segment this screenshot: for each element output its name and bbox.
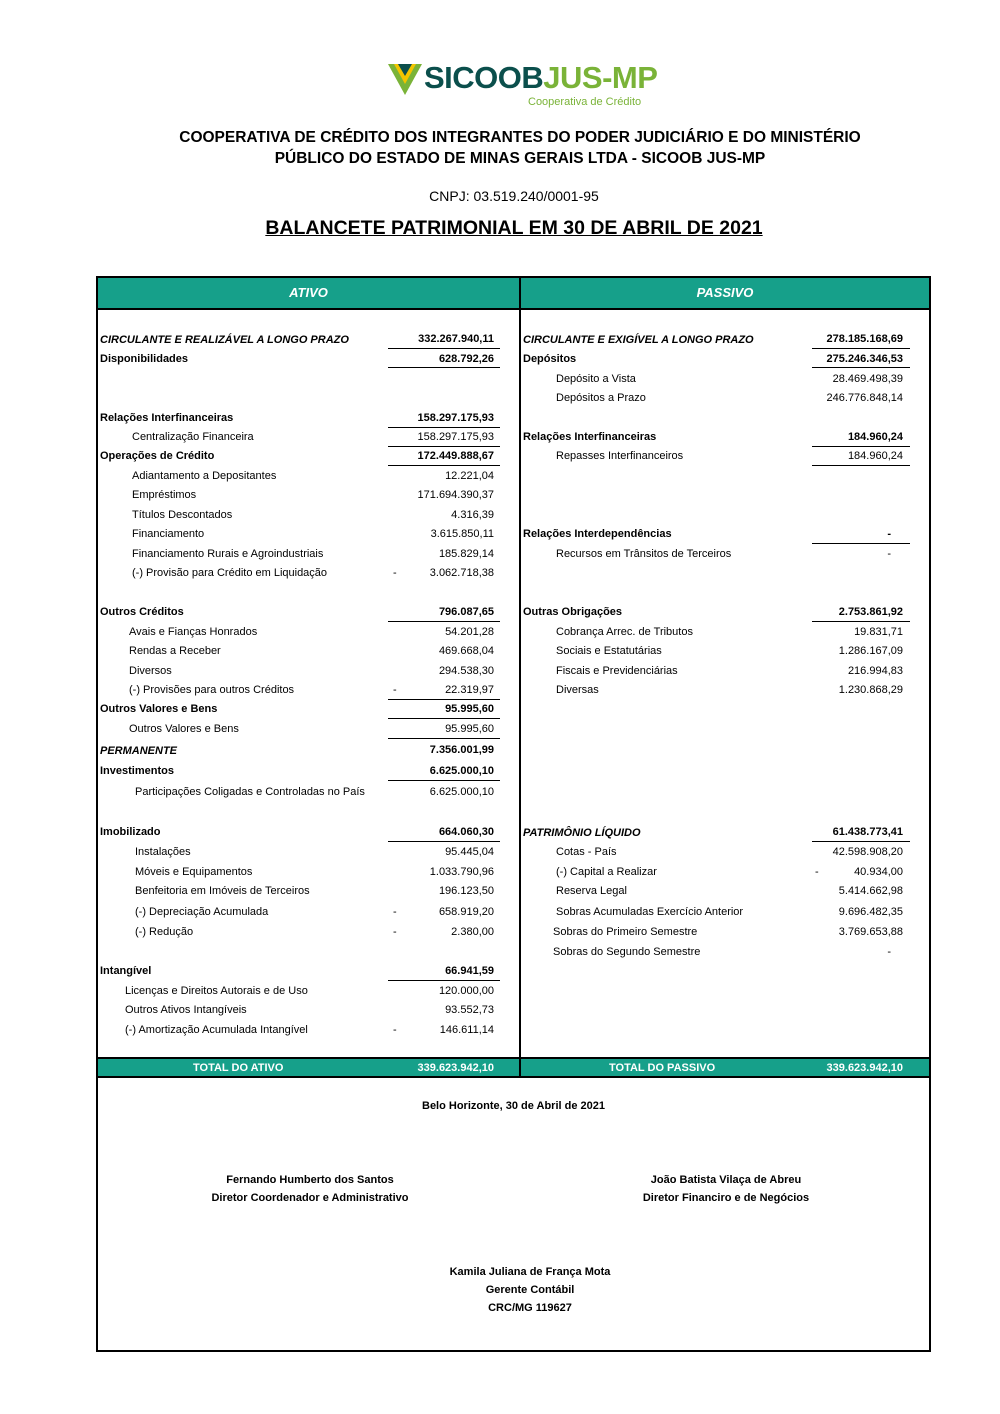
emprestimos-label: Empréstimos — [132, 489, 197, 501]
participacoes-value: 6.625.000,10 — [429, 786, 494, 798]
disponibilidades-label: Disponibilidades — [100, 353, 189, 365]
rendas-receber-label: Rendas a Receber — [129, 645, 221, 657]
underline — [812, 446, 910, 447]
depreciacao-label: (-) Depreciação Acumulada — [135, 906, 269, 918]
capital-realizar-label: (-) Capital a Realizar — [556, 866, 657, 878]
financiamento-label: Financiamento — [132, 528, 205, 540]
investimentos-value: 6.625.000,10 — [429, 765, 494, 777]
moveis-value: 1.033.790,96 — [429, 866, 494, 878]
fiscais-value: 216.994,83 — [847, 665, 903, 677]
intangivel-value: 66.941,59 — [445, 965, 494, 977]
relacoes-interdependencias-value: - — [887, 528, 891, 540]
signatory-1-role: Diretor Coordenador e Administrativo — [211, 1192, 409, 1204]
outros-valores-bens-item-label: Outros Valores e Bens — [129, 723, 239, 735]
underline — [812, 367, 910, 368]
intangivel-label: Intangível — [100, 965, 152, 977]
underline — [388, 621, 500, 622]
sociais-label: Sociais e Estatutárias — [556, 645, 662, 657]
adiantamento-label: Adiantamento a Depositantes — [132, 470, 277, 482]
investimentos-label: Investimentos — [100, 765, 174, 777]
sobras-anterior-value: 9.696.482,35 — [838, 906, 903, 918]
sobras-anterior-label: Sobras Acumuladas Exercício Anterior — [556, 906, 744, 918]
relacoes-interfinanceiras-label: Relações Interfinanceiras — [100, 412, 234, 424]
emprestimos-value: 171.694.390,37 — [417, 489, 494, 501]
amortizacao-label: (-) Amortização Acumulada Intangível — [125, 1024, 308, 1036]
fiscais-label: Fiscais e Previdenciárias — [556, 665, 678, 677]
report-title: BALANCETE PATRIMONIAL EM 30 DE ABRIL DE 2021 — [265, 217, 763, 239]
centralizacao-financeira-value: 158.297.175,93 — [417, 431, 494, 443]
cotas-label: Cotas - País — [556, 846, 617, 858]
deposito-vista-label: Depósito a Vista — [556, 373, 636, 385]
relacoes-interdependencias-label: Relações Interdependências — [523, 528, 672, 540]
signatory-2-role: Diretor Financiro e de Negócios — [642, 1192, 810, 1204]
underline — [812, 348, 910, 349]
operacoes-credito-label: Operações de Crédito — [100, 450, 215, 462]
provisao-credito-minus: - — [393, 567, 397, 579]
deposito-vista-value: 28.469.498,39 — [832, 373, 903, 385]
outros-creditos-value: 796.087,65 — [438, 606, 494, 618]
sobras-primeiro-label: Sobras do Primeiro Semestre — [553, 926, 698, 938]
provisoes-outros-minus: - — [393, 684, 397, 696]
outros-intangiveis-value: 93.552,73 — [445, 1004, 494, 1016]
header-rule — [98, 308, 929, 310]
reserva-legal-value: 5.414.662,98 — [838, 885, 903, 897]
licencas-label: Licenças e Direitos Autorais e de Uso — [125, 985, 308, 997]
operacoes-credito-value: 172.449.888,67 — [417, 450, 494, 462]
sociais-value: 1.286.167,09 — [838, 645, 903, 657]
passivo-circulante-label: CIRCULANTE E EXIGÍVEL A LONGO PRAZO — [523, 334, 754, 346]
total-ativo-value: 339.623.942,10 — [417, 1062, 494, 1074]
underline — [388, 446, 500, 447]
provisao-credito-value: 3.062.718,38 — [429, 567, 494, 579]
outras-obrigacoes-label: Outras Obrigações — [523, 606, 623, 618]
depreciacao-minus: - — [393, 906, 397, 918]
permanente-value: 7.356.001,99 — [429, 744, 494, 756]
underline — [812, 543, 910, 544]
company-name-line-1: COOPERATIVA DE CRÉDITO DOS INTEGRANTES DO PODER JUDICIÁRIO E DO MINISTÉRIO — [179, 129, 861, 146]
reducao-value: 2.380,00 — [451, 926, 494, 938]
underline — [388, 348, 500, 349]
column-divider — [519, 278, 521, 1076]
diversos-label: Diversos — [129, 665, 172, 677]
moveis-label: Móveis e Equipamentos — [135, 866, 253, 878]
provisoes-outros-value: 22.319,97 — [445, 684, 494, 696]
cotas-value: 42.598.908,20 — [832, 846, 903, 858]
logo-brand-b: JUS-MP — [543, 60, 658, 95]
signatory-3-registration: CRC/MG 119627 — [488, 1302, 572, 1314]
total-passivo-label: TOTAL DO PASSIVO — [609, 1062, 716, 1074]
relacoes-interfinanceiras-value: 158.297.175,93 — [417, 412, 494, 424]
cobranca-value: 19.831,71 — [854, 626, 903, 638]
underline — [388, 699, 500, 700]
titulos-descontados-value: 4.316,39 — [451, 509, 494, 521]
underline — [388, 780, 500, 781]
avais-value: 54.201,28 — [445, 626, 494, 638]
reducao-label: (-) Redução — [135, 926, 194, 938]
permanente-label: PERMANENTE — [100, 745, 178, 757]
totals-bottom-rule — [98, 1076, 929, 1078]
outros-intangiveis-label: Outros Ativos Intangíveis — [125, 1004, 247, 1016]
depositos-label: Depósitos — [523, 353, 577, 365]
imobilizado-value: 664.060,30 — [438, 826, 494, 838]
signatory-1-name: Fernando Humberto dos Santos — [226, 1174, 394, 1186]
avais-label: Avais e Fianças Honrados — [129, 626, 258, 638]
recursos-transito-value: - — [887, 548, 891, 560]
ativo-circulante-value: 332.267.940,11 — [418, 333, 494, 345]
instalacoes-label: Instalações — [135, 846, 191, 858]
underline — [388, 718, 500, 719]
underline — [388, 367, 500, 368]
cobranca-label: Cobrança Arrec. de Tributos — [556, 626, 693, 638]
recursos-transito-label: Recursos em Trânsitos de Terceiros — [556, 548, 732, 560]
capital-realizar-value: 40.934,00 — [854, 866, 903, 878]
signatory-3-role: Gerente Contábil — [485, 1284, 575, 1296]
place-date: Belo Horizonte, 30 de Abril de 2021 — [422, 1100, 605, 1112]
reserva-legal-label: Reserva Legal — [556, 885, 627, 897]
passivo-relacoes-interfinanceiras-value: 184.960,24 — [847, 431, 903, 443]
diversos-value: 294.538,30 — [438, 665, 494, 677]
benfeitoria-value: 196.123,50 — [438, 885, 494, 897]
provisoes-outros-label: (-) Provisões para outros Créditos — [129, 684, 295, 696]
depositos-value: 275.246.346,53 — [826, 353, 903, 365]
amortizacao-value: 146.611,14 — [439, 1024, 494, 1036]
amortizacao-minus: - — [393, 1024, 397, 1036]
repasses-value: 184.960,24 — [847, 450, 903, 462]
logo-tagline: Cooperativa de Crédito — [528, 96, 642, 108]
diversas-value: 1.230.868,29 — [838, 684, 903, 696]
sobras-segundo-value: - — [887, 946, 891, 958]
patrimonio-liquido-value: 61.438.773,41 — [832, 826, 903, 838]
repasses-label: Repasses Interfinanceiros — [556, 450, 684, 462]
company-name-line-2: PÚBLICO DO ESTADO DE MINAS GERAIS LTDA - SICOOB JUS-MP — [274, 150, 766, 167]
passivo-circulante-value: 278.185.168,69 — [826, 333, 903, 345]
underline — [388, 980, 500, 981]
patrimonio-liquido-label: PATRIMÔNIO LÍQUIDO — [523, 827, 641, 839]
rendas-receber-value: 469.668,04 — [438, 645, 494, 657]
outros-creditos-label: Outros Créditos — [100, 606, 184, 618]
signatory-2-name: João Batista Vilaça de Abreu — [650, 1174, 802, 1186]
outros-valores-bens-label: Outros Valores e Bens — [100, 703, 218, 715]
underline — [812, 841, 910, 842]
ativo-heading: ATIVO — [98, 278, 519, 308]
financiamento-value: 3.615.850,11 — [430, 528, 494, 540]
logo-brand — [424, 60, 657, 96]
financiamento-rurais-value: 185.829,14 — [438, 548, 494, 560]
underline — [388, 465, 500, 466]
outras-obrigacoes-value: 2.753.861,92 — [838, 606, 903, 618]
signatory-3-name: Kamila Juliana de França Mota — [449, 1266, 611, 1278]
depositos-prazo-label: Depósitos a Prazo — [556, 392, 646, 404]
titulos-descontados-label: Títulos Descontados — [132, 509, 233, 521]
underline — [388, 738, 500, 739]
underline — [812, 621, 910, 622]
total-ativo-label: TOTAL DO ATIVO — [193, 1062, 284, 1074]
licencas-value: 120.000,00 — [438, 985, 494, 997]
disponibilidades-value: 628.792,26 — [438, 353, 494, 365]
total-passivo-value: 339.623.942,10 — [826, 1062, 903, 1074]
centralizacao-financeira-label: Centralização Financeira — [132, 431, 254, 443]
ativo-circulante-label: CIRCULANTE E REALIZÁVEL A LONGO PRAZO — [100, 334, 349, 346]
provisao-credito-label: (-) Provisão para Crédito em Liquidação — [132, 567, 328, 579]
sobras-segundo-label: Sobras do Segundo Semestre — [553, 946, 701, 958]
participacoes-label: Participações Coligadas e Controladas no País — [135, 786, 365, 798]
capital-realizar-minus: - — [815, 866, 819, 878]
sobras-primeiro-value: 3.769.653,88 — [838, 926, 903, 938]
financiamento-rurais-label: Financiamento Rurais e Agroindustriais — [132, 548, 324, 560]
underline — [388, 841, 500, 842]
outros-valores-bens-item-value: 95.995,60 — [445, 723, 494, 735]
instalacoes-value: 95.445,04 — [445, 846, 494, 858]
outros-valores-bens-value: 95.995,60 — [445, 703, 494, 715]
cnpj: CNPJ: 03.519.240/0001-95 — [429, 188, 599, 204]
underline — [812, 465, 910, 466]
benfeitoria-label: Benfeitoria em Imóveis de Terceiros — [135, 885, 310, 897]
passivo-relacoes-interfinanceiras-label: Relações Interfinanceiras — [523, 431, 657, 443]
diversas-label: Diversas — [556, 684, 599, 696]
sicoob-shield-icon — [388, 62, 422, 96]
imobilizado-label: Imobilizado — [100, 826, 161, 838]
sicoob-logo — [388, 60, 658, 112]
depreciacao-value: 658.919,20 — [438, 906, 494, 918]
depositos-prazo-value: 246.776.848,14 — [826, 392, 903, 404]
passivo-heading: PASSIVO — [521, 278, 929, 308]
underline — [388, 427, 500, 428]
reducao-minus: - — [393, 926, 397, 938]
logo-brand-a: SICOOB — [424, 60, 544, 95]
adiantamento-value: 12.221,04 — [445, 470, 494, 482]
